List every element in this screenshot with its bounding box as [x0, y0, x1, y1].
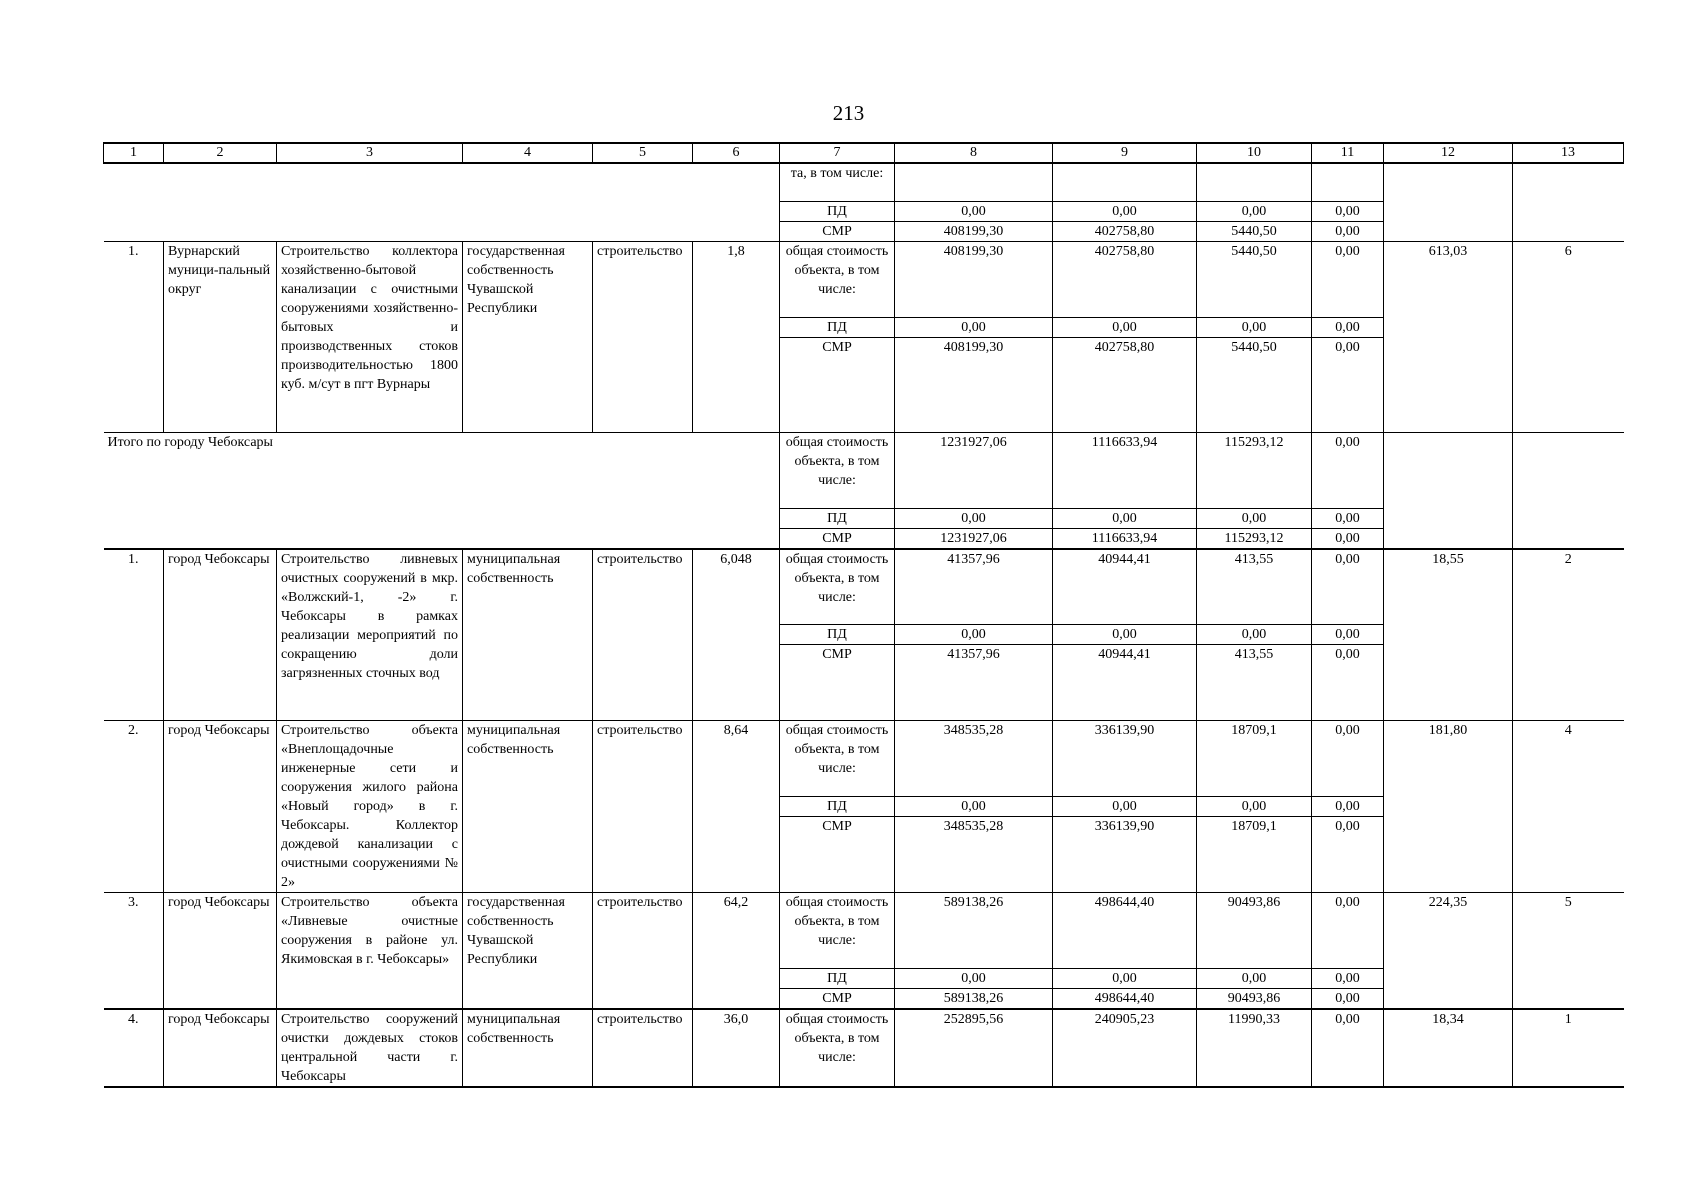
ownership: государственная собственность Чувашской Республики — [463, 893, 593, 1010]
value-cell: 5440,50 — [1197, 241, 1312, 317]
pd-label: ПД — [780, 969, 895, 989]
col-header: 7 — [780, 143, 895, 163]
investment-table — [103, 142, 1624, 1088]
rank-cell: 4 — [1513, 721, 1624, 893]
value-cell: 115293,12 — [1197, 528, 1312, 549]
rank-cell: 6 — [1513, 241, 1624, 432]
value-cell: 40944,41 — [1053, 645, 1197, 721]
col-header: 4 — [463, 143, 593, 163]
col-header: 8 — [895, 143, 1053, 163]
work-type: строительство — [593, 241, 693, 432]
table-row — [104, 241, 1624, 317]
value-cell: 336139,90 — [1053, 817, 1197, 893]
capacity: 64,2 — [693, 893, 780, 1010]
value-cell: 0,00 — [1312, 645, 1384, 721]
value-cell: 408199,30 — [895, 221, 1053, 241]
object-name: Строительство объекта «Ливневые очистные сооружения в районе ул. Якимовская в г. Чебоксары» — [277, 893, 463, 1010]
cost-label: общая стоимость объекта, в том числе: — [780, 721, 895, 797]
value-cell: 5440,50 — [1197, 221, 1312, 241]
value-cell: 240905,23 — [1053, 1009, 1197, 1087]
value-cell: 0,00 — [1312, 797, 1384, 817]
rank-cell: 2 — [1513, 549, 1624, 721]
pd-label: ПД — [780, 508, 895, 528]
smr-label: СМР — [780, 645, 895, 721]
cell — [1384, 163, 1513, 241]
rank-cell: 1 — [1513, 1009, 1624, 1087]
cell — [895, 163, 1053, 201]
object-name: Строительство ливневых очистных сооружений в мкр. «Волжский-1, -2» г. Чебоксары в рамках реализации мероприятий по сокращению доли загрязненных сточных вод — [277, 549, 463, 721]
col-header: 10 — [1197, 143, 1312, 163]
col-header: 3 — [277, 143, 463, 163]
value-cell: 498644,40 — [1053, 893, 1197, 969]
value-cell: 0,00 — [1312, 1009, 1384, 1087]
object-name: Строительство коллектора хозяйственно-бытовой канализации с очистными сооружениями хозяйственно-бытовых и производственных стоков производительностью 1800 куб. м/сут в пгт Вурнары — [277, 241, 463, 432]
value-cell: 0,00 — [1312, 241, 1384, 317]
object-name: Строительство сооружений очистки дождевых стоков центральной части г. Чебоксары — [277, 1009, 463, 1087]
value-cell: 498644,40 — [1053, 989, 1197, 1010]
col-header: 5 — [593, 143, 693, 163]
value-cell: 1116633,94 — [1053, 432, 1197, 508]
cell — [1384, 432, 1513, 549]
cell — [1053, 163, 1197, 201]
value-cell: 1116633,94 — [1053, 528, 1197, 549]
value-cell: 0,00 — [1053, 317, 1197, 337]
col-header: 12 — [1384, 143, 1513, 163]
value-cell: 348535,28 — [895, 817, 1053, 893]
value-cell: 0,00 — [1312, 989, 1384, 1010]
value-cell: 18709,1 — [1197, 817, 1312, 893]
value-cell: 0,00 — [895, 508, 1053, 528]
value-cell: 408199,30 — [895, 337, 1053, 432]
value-cell: 0,00 — [1053, 201, 1197, 221]
value-cell: 0,00 — [1312, 969, 1384, 989]
cost-label: общая стоимость объекта, в том числе: — [780, 1009, 895, 1087]
value-cell: 252895,56 — [895, 1009, 1053, 1087]
value-cell: 408199,30 — [895, 241, 1053, 317]
value-cell: 0,00 — [1312, 508, 1384, 528]
value-cell: 0,00 — [1053, 625, 1197, 645]
cost-label: общая стоимость объекта, в том числе: — [780, 241, 895, 317]
value-cell: 0,00 — [1312, 337, 1384, 432]
table-row — [104, 721, 1624, 797]
value-cell: 413,55 — [1197, 645, 1312, 721]
value-cell: 41357,96 — [895, 549, 1053, 625]
rank-cell: 5 — [1513, 893, 1624, 1010]
cell — [1513, 432, 1624, 549]
pd-label: ПД — [780, 201, 895, 221]
value-cell: 0,00 — [895, 317, 1053, 337]
value-cell: 0,00 — [1312, 432, 1384, 508]
value-cell: 0,00 — [1197, 969, 1312, 989]
capacity: 36,0 — [693, 1009, 780, 1087]
ownership: государственная собственность Чувашской Республики — [463, 241, 593, 432]
ownership: муниципальная собственность — [463, 1009, 593, 1087]
capacity: 1,8 — [693, 241, 780, 432]
col-header: 2 — [164, 143, 277, 163]
value-cell: 90493,86 — [1197, 893, 1312, 969]
value-cell: 0,00 — [1312, 528, 1384, 549]
value-cell: 336139,90 — [1053, 721, 1197, 797]
cost-label: общая стоимость объекта, в том числе: — [780, 432, 895, 508]
value-cell: 0,00 — [1312, 549, 1384, 625]
cell — [1197, 163, 1312, 201]
cost-label: общая стоимость объекта, в том числе: — [780, 893, 895, 969]
value-cell: 0,00 — [1312, 625, 1384, 645]
capacity: 6,048 — [693, 549, 780, 721]
subtotal-row — [104, 432, 1624, 508]
capacity: 8,64 — [693, 721, 780, 893]
value-cell: 18,34 — [1384, 1009, 1513, 1087]
row-number: 2. — [104, 721, 164, 893]
smr-label: СМР — [780, 528, 895, 549]
value-cell: 0,00 — [1197, 797, 1312, 817]
cell — [1312, 163, 1384, 201]
value-cell: 5440,50 — [1197, 337, 1312, 432]
col-header: 6 — [693, 143, 780, 163]
value-cell: 224,35 — [1384, 893, 1513, 1010]
value-cell: 18709,1 — [1197, 721, 1312, 797]
value-cell: 402758,80 — [1053, 221, 1197, 241]
value-cell: 402758,80 — [1053, 241, 1197, 317]
smr-label: СМР — [780, 817, 895, 893]
value-cell: 413,55 — [1197, 549, 1312, 625]
col-header: 13 — [1513, 143, 1624, 163]
value-cell: 41357,96 — [895, 645, 1053, 721]
value-cell: 0,00 — [1053, 969, 1197, 989]
row-number: 4. — [104, 1009, 164, 1087]
work-type: строительство — [593, 893, 693, 1010]
value-cell: 402758,80 — [1053, 337, 1197, 432]
pd-label: ПД — [780, 625, 895, 645]
smr-label: СМР — [780, 989, 895, 1010]
value-cell: 0,00 — [1312, 201, 1384, 221]
column-number-row — [104, 143, 1624, 163]
col-header: 9 — [1053, 143, 1197, 163]
col-header: 11 — [1312, 143, 1384, 163]
table-row — [104, 893, 1624, 969]
value-cell: 0,00 — [1312, 317, 1384, 337]
value-cell: 589138,26 — [895, 989, 1053, 1010]
row-number: 1. — [104, 549, 164, 721]
value-cell: 613,03 — [1384, 241, 1513, 432]
value-cell: 40944,41 — [1053, 549, 1197, 625]
row-number: 1. — [104, 241, 164, 432]
value-cell: 0,00 — [1197, 508, 1312, 528]
work-type: строительство — [593, 1009, 693, 1087]
table-row — [104, 1009, 1624, 1087]
value-cell: 90493,86 — [1197, 989, 1312, 1010]
value-cell: 348535,28 — [895, 721, 1053, 797]
empty-cell — [104, 163, 780, 241]
value-cell: 0,00 — [1197, 201, 1312, 221]
municipality: город Чебоксары — [164, 721, 277, 893]
ownership: муниципальная собственность — [463, 721, 593, 893]
value-cell: 115293,12 — [1197, 432, 1312, 508]
col-header: 1 — [104, 143, 164, 163]
page-number: 213 — [832, 101, 865, 125]
value-cell: 181,80 — [1384, 721, 1513, 893]
subtotal-label: Итого по городу Чебоксары — [104, 432, 780, 549]
continuation-row — [104, 163, 1624, 201]
value-cell: 0,00 — [895, 797, 1053, 817]
value-cell: 0,00 — [1312, 221, 1384, 241]
row-number: 3. — [104, 893, 164, 1010]
value-cell: 0,00 — [1312, 817, 1384, 893]
work-type: строительство — [593, 549, 693, 721]
value-cell: 18,55 — [1384, 549, 1513, 721]
value-cell: 11990,33 — [1197, 1009, 1312, 1087]
value-cell: 1231927,06 — [895, 528, 1053, 549]
value-cell: 0,00 — [895, 969, 1053, 989]
value-cell: 0,00 — [1312, 893, 1384, 969]
pd-label: ПД — [780, 317, 895, 337]
cost-label: та, в том числе: — [780, 163, 895, 201]
municipality: город Чебоксары — [164, 1009, 277, 1087]
cell — [1513, 163, 1624, 241]
value-cell: 0,00 — [1053, 508, 1197, 528]
pd-label: ПД — [780, 797, 895, 817]
value-cell: 0,00 — [1197, 317, 1312, 337]
table-row — [104, 549, 1624, 625]
municipality: город Чебоксары — [164, 893, 277, 1010]
value-cell: 0,00 — [1053, 797, 1197, 817]
ownership: муниципальная собственность — [463, 549, 593, 721]
value-cell: 0,00 — [895, 625, 1053, 645]
smr-label: СМР — [780, 337, 895, 432]
smr-label: СМР — [780, 221, 895, 241]
object-name: Строительство объекта «Внеплощадочные инженерные сети и сооружения жилого района «Новый город» в г. Чебоксары. Коллектор дождевой канализации с очистными сооружениями № 2» — [277, 721, 463, 893]
value-cell: 589138,26 — [895, 893, 1053, 969]
municipality: город Чебоксары — [164, 549, 277, 721]
value-cell: 0,00 — [895, 201, 1053, 221]
work-type: строительство — [593, 721, 693, 893]
value-cell: 0,00 — [1312, 721, 1384, 797]
cost-label: общая стоимость объекта, в том числе: — [780, 549, 895, 625]
value-cell: 1231927,06 — [895, 432, 1053, 508]
value-cell: 0,00 — [1197, 625, 1312, 645]
municipality: Вурнарский муници-пальный округ — [164, 241, 277, 432]
